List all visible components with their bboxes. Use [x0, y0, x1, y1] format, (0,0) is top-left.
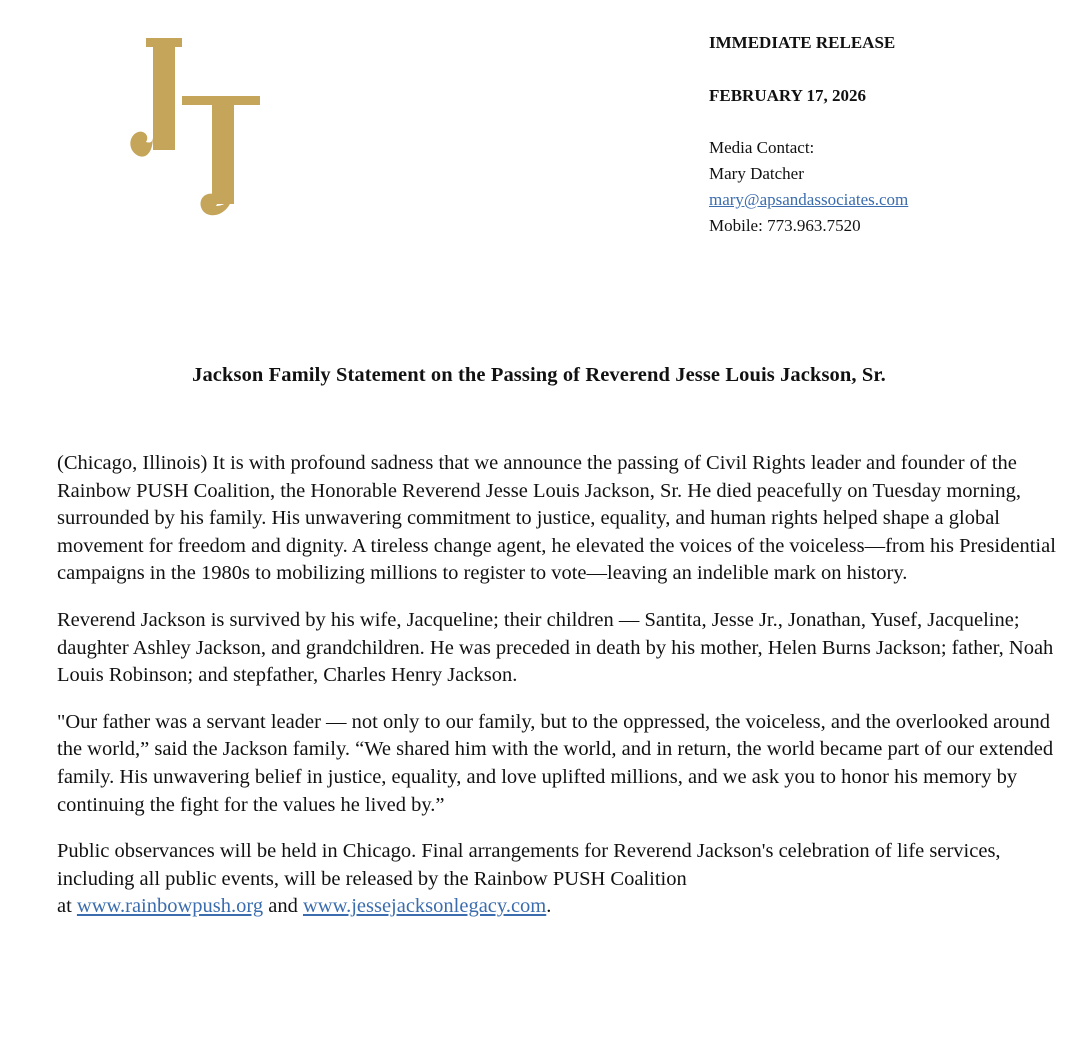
contact-label: Media Contact: — [709, 138, 815, 157]
statement-body — [57, 450, 1062, 940]
contact-name: Mary Datcher — [709, 164, 804, 183]
jessejacksonlegacy-link[interactable]: www.jessejacksonlegacy.com — [302, 895, 547, 918]
paragraph-survivors: Reverend Jackson is survived by his wife, Jacqueline; their children — Santita, Jesse Jr., Jonathan, Yusef, Jacqueline; daughter Ashley Jackson, and grandchildren. He was preceded in death by his mother, Helen Burns Jackson; father, Noah Louis Robinson; and stepfather, Charles Henry Jackson. — [57, 608, 1054, 687]
paragraph-observances — [57, 838, 1062, 921]
observances-text: Public observances will be held in Chicago. Final arrangements for Reverend Jackson's celebration of life services, including all public events, will be released by the Rainbow PUSH Coalition — [57, 840, 1001, 890]
release-label: IMMEDIATE RELEASE — [709, 33, 896, 52]
observances-and: and — [268, 895, 298, 918]
contact-mobile: Mobile: 773.963.7520 — [709, 216, 861, 235]
observances-end: . — [546, 895, 552, 918]
statement-headline: Jackson Family Statement on the Passing of Reverend Jesse Louis Jackson, Sr. — [192, 364, 886, 386]
rainbowpush-link[interactable]: www.rainbowpush.org — [76, 895, 264, 918]
media-contact — [709, 135, 1049, 239]
release-header — [709, 30, 1049, 239]
paragraph-family-quote: "Our father was a servant leader — not only to our family, but to the oppressed, the voiceless, and the overlooked around the world,” said the Jackson family. “We shared him with the world, and in return, the world became part of our extended family. His unwavering belief in justice, equality, and love uplifted millions, and we ask you to honor his memory by continuing the fight for the values he lived by.” — [57, 710, 1054, 816]
paragraph-announcement: (Chicago, Illinois) It is with profound sadness that we announce the passing of Civil Rights leader and founder of the Rainbow PUSH Coalition, the Honorable Reverend Jesse Louis Jackson, Sr. He died peacefully on Tuesday morning, surrounded by his family. His unwavering commitment to justice, equality, and human rights helped shape a global movement for freedom and dignity. A tireless change agent, he elevated the voices of the voiceless—from his Presidential campaigns in the 1980s to mobilizing millions to register to vote—leaving an indelible mark on history. — [57, 452, 1056, 585]
release-date: FEBRUARY 17, 2026 — [709, 86, 866, 105]
observances-at: at — [57, 895, 72, 918]
contact-email-link[interactable]: mary@apsandassociates.com — [709, 190, 909, 209]
jj-monogram-logo — [126, 36, 266, 218]
